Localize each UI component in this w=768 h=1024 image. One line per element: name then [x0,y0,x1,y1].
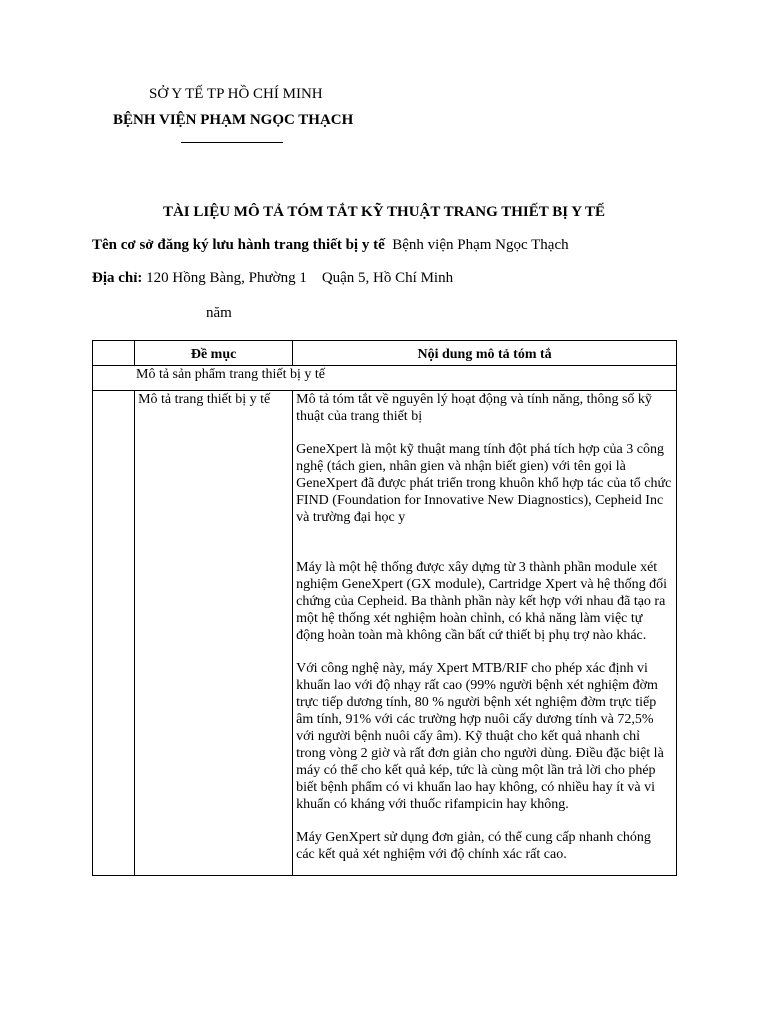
paragraph-summary: Mô tả tóm tắt về nguyên lý hoạt động và tính năng, thông số kỹ thuật của trang thiết bị [296,392,652,424]
table-header-row [93,341,677,366]
registrant-value: Bệnh viện Phạm Ngọc Thạch [392,237,569,253]
header-cell-section: Đề mục [135,341,293,366]
paragraph-genexpert-intro: GeneXpert là một kỹ thuật mang tính đột phá tích hợp của 3 công nghệ (tách gien, nhân gien và nhận biết gien) với tên gọi là GeneXpert đã được phát triển trong khuôn khổ hợp tác của tổ chức FIND (Foundation for Innovative New Diagnostics), Cepheid Inc và trường đại học y [296,442,672,525]
address-value: 120 Hồng Bàng, Phường 1 Quận 5, Hồ Chí Minh [146,270,454,286]
hospital-name: BỆNH VIỆN PHẠM NGỌC THẠCH [113,112,354,128]
table-row [93,391,677,876]
table-section-row [93,366,677,391]
row-label-cell: Mô tả trang thiết bị y tế [135,391,293,876]
paragraph-ease-of-use: Máy GenXpert sử dụng đơn giản, có thể cung cấp nhanh chóng các kết quả xét nghiệm với độ chính xác rất cao. [296,830,651,862]
address-line [92,270,453,287]
row-index-cell [93,391,135,876]
description-table [92,340,677,876]
header-cell-content: Nội dung mô tả tóm tắ [293,341,677,366]
year-label: năm [206,305,232,321]
section-title: Mô tả sản phẩm trang thiết bị y tế [136,367,325,382]
registrant-label: Tên cơ sở đăng ký lưu hành trang thiết bị y tế [92,237,385,253]
section-title-cell [93,366,677,391]
address-label: Địa chỉ: [92,270,143,286]
row-content-cell [293,391,677,876]
paragraph-sensitivity: Với công nghệ này, máy Xpert MTB/RIF cho phép xác định vi khuẩn lao với độ nhạy rất cao (99% người bệnh xét nghiệm đờm trực tiếp dương tính, 80 % người bệnh xét nghiệm đờm trực tiếp âm tính, 91% với các trường hợp nuôi cấy dương tính và 72,5% với người bệnh nuôi cấy âm). Kỹ thuật cho kết quả nhanh chỉ trong vòng 2 giờ và rất đơn giản cho người dùng. Điều đặc biệt là máy có thể cho kết quả kép, tức là cùng một lần trả lời cho phép biết bệnh phẩm có vi khuẩn lao hay không, có nhiều hay ít và vi khuẩn có kháng với thuốc rifampicin hay không. [296,661,664,812]
registrant-line [92,237,569,254]
document-title: TÀI LIỆU MÔ TẢ TÓM TẮT KỸ THUẬT TRANG THIẾT BỊ Y TẾ [162,204,606,220]
paragraph-spacer [296,542,673,559]
header-cell-index [93,341,135,366]
agency-name: SỞ Y TẾ TP HỒ CHÍ MINH [149,86,323,102]
paragraph-system-components: Máy là một hệ thống được xây dựng từ 3 thành phần module xét nghiệm GeneXpert (GX module), Cartridge Xpert và hệ thống đối chứng của Cepheid. Ba thành phần này kết hợp với nhau đã tạo ra một hệ thống xét nghiệm hoàn chỉnh, có khả năng làm việc tự động hoàn toàn mà không cần bất cứ thiết bị phụ trợ nào khác. [296,560,668,643]
header-divider [181,142,283,143]
